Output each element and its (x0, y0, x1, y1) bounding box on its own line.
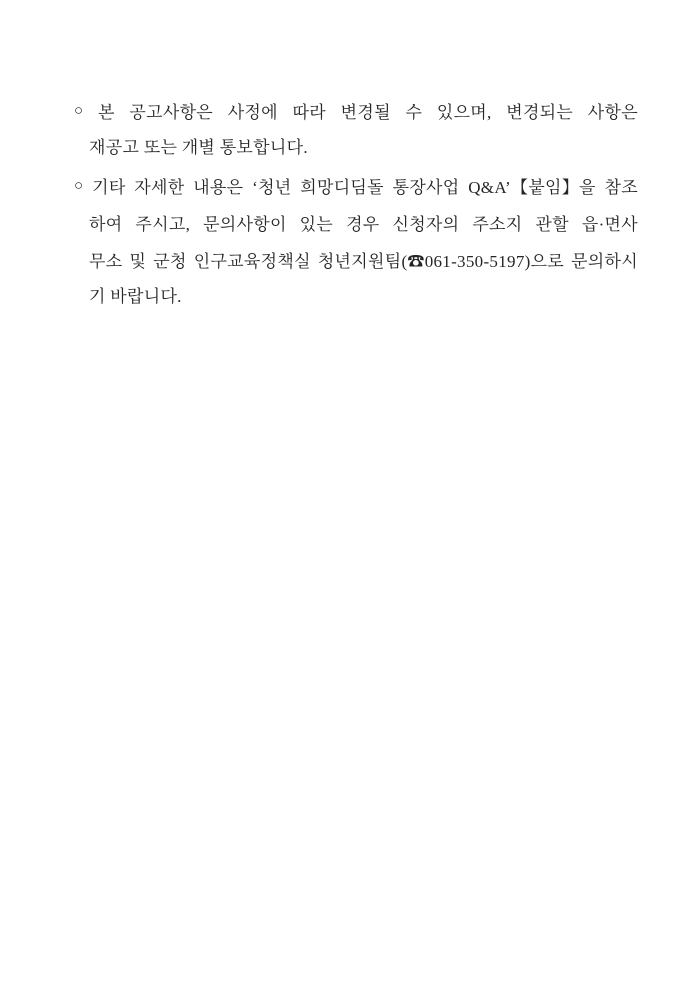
word: 경우 (346, 215, 380, 234)
text-line (74, 241, 638, 278)
notice-paragraph (74, 167, 638, 315)
word: 및 (129, 252, 147, 271)
word: 청년지원팀(☎061-350-5197)으로 (317, 252, 565, 271)
word: 통장사업 (392, 178, 460, 197)
word: Q&A’【붙임】을 (468, 178, 596, 197)
text-line (74, 167, 638, 204)
notice-body (74, 92, 638, 316)
line-text: 재공고 또는 개별 통보합니다. (89, 138, 308, 157)
word: 신청자의 (392, 215, 460, 234)
word: 참조 (604, 178, 638, 197)
word: 무소 (89, 252, 123, 271)
word: 있는 (299, 215, 334, 234)
word: 변경될 (340, 103, 391, 122)
word: 군청 (153, 252, 187, 271)
notice-paragraph (74, 92, 638, 166)
word: 인구교육정책실 (193, 252, 311, 271)
word: 수 (405, 103, 423, 122)
text-line (74, 278, 638, 315)
word: 주소지 (472, 215, 523, 234)
word: 따라 (292, 103, 326, 122)
word: ‘청년 (252, 178, 292, 197)
word: 주시고, (135, 215, 191, 234)
line-text: 기 바랍니다. (89, 287, 182, 306)
text-line (74, 204, 638, 241)
word: 관할 (535, 215, 569, 234)
word: 사항은 (587, 103, 638, 122)
word: 사정에 (227, 103, 278, 122)
bullet-marker: ○ (74, 178, 84, 194)
word: 희망디딤돌 (300, 178, 384, 197)
word: 문의사항이 (203, 215, 287, 234)
word: 문의하시 (571, 252, 638, 271)
word: 자세한 (134, 178, 185, 197)
word: 하여 (89, 215, 123, 234)
text-line (74, 92, 638, 129)
word: 기타 (92, 178, 126, 197)
word: 있으며, (436, 103, 492, 122)
word: 내용은 (193, 178, 244, 197)
word: 본 (98, 103, 115, 122)
word: 읍·면사 (581, 215, 638, 234)
text-line (74, 129, 638, 166)
word: 변경되는 (506, 103, 574, 122)
bullet-marker: ○ (74, 103, 84, 119)
word: 공고사항은 (129, 103, 214, 122)
